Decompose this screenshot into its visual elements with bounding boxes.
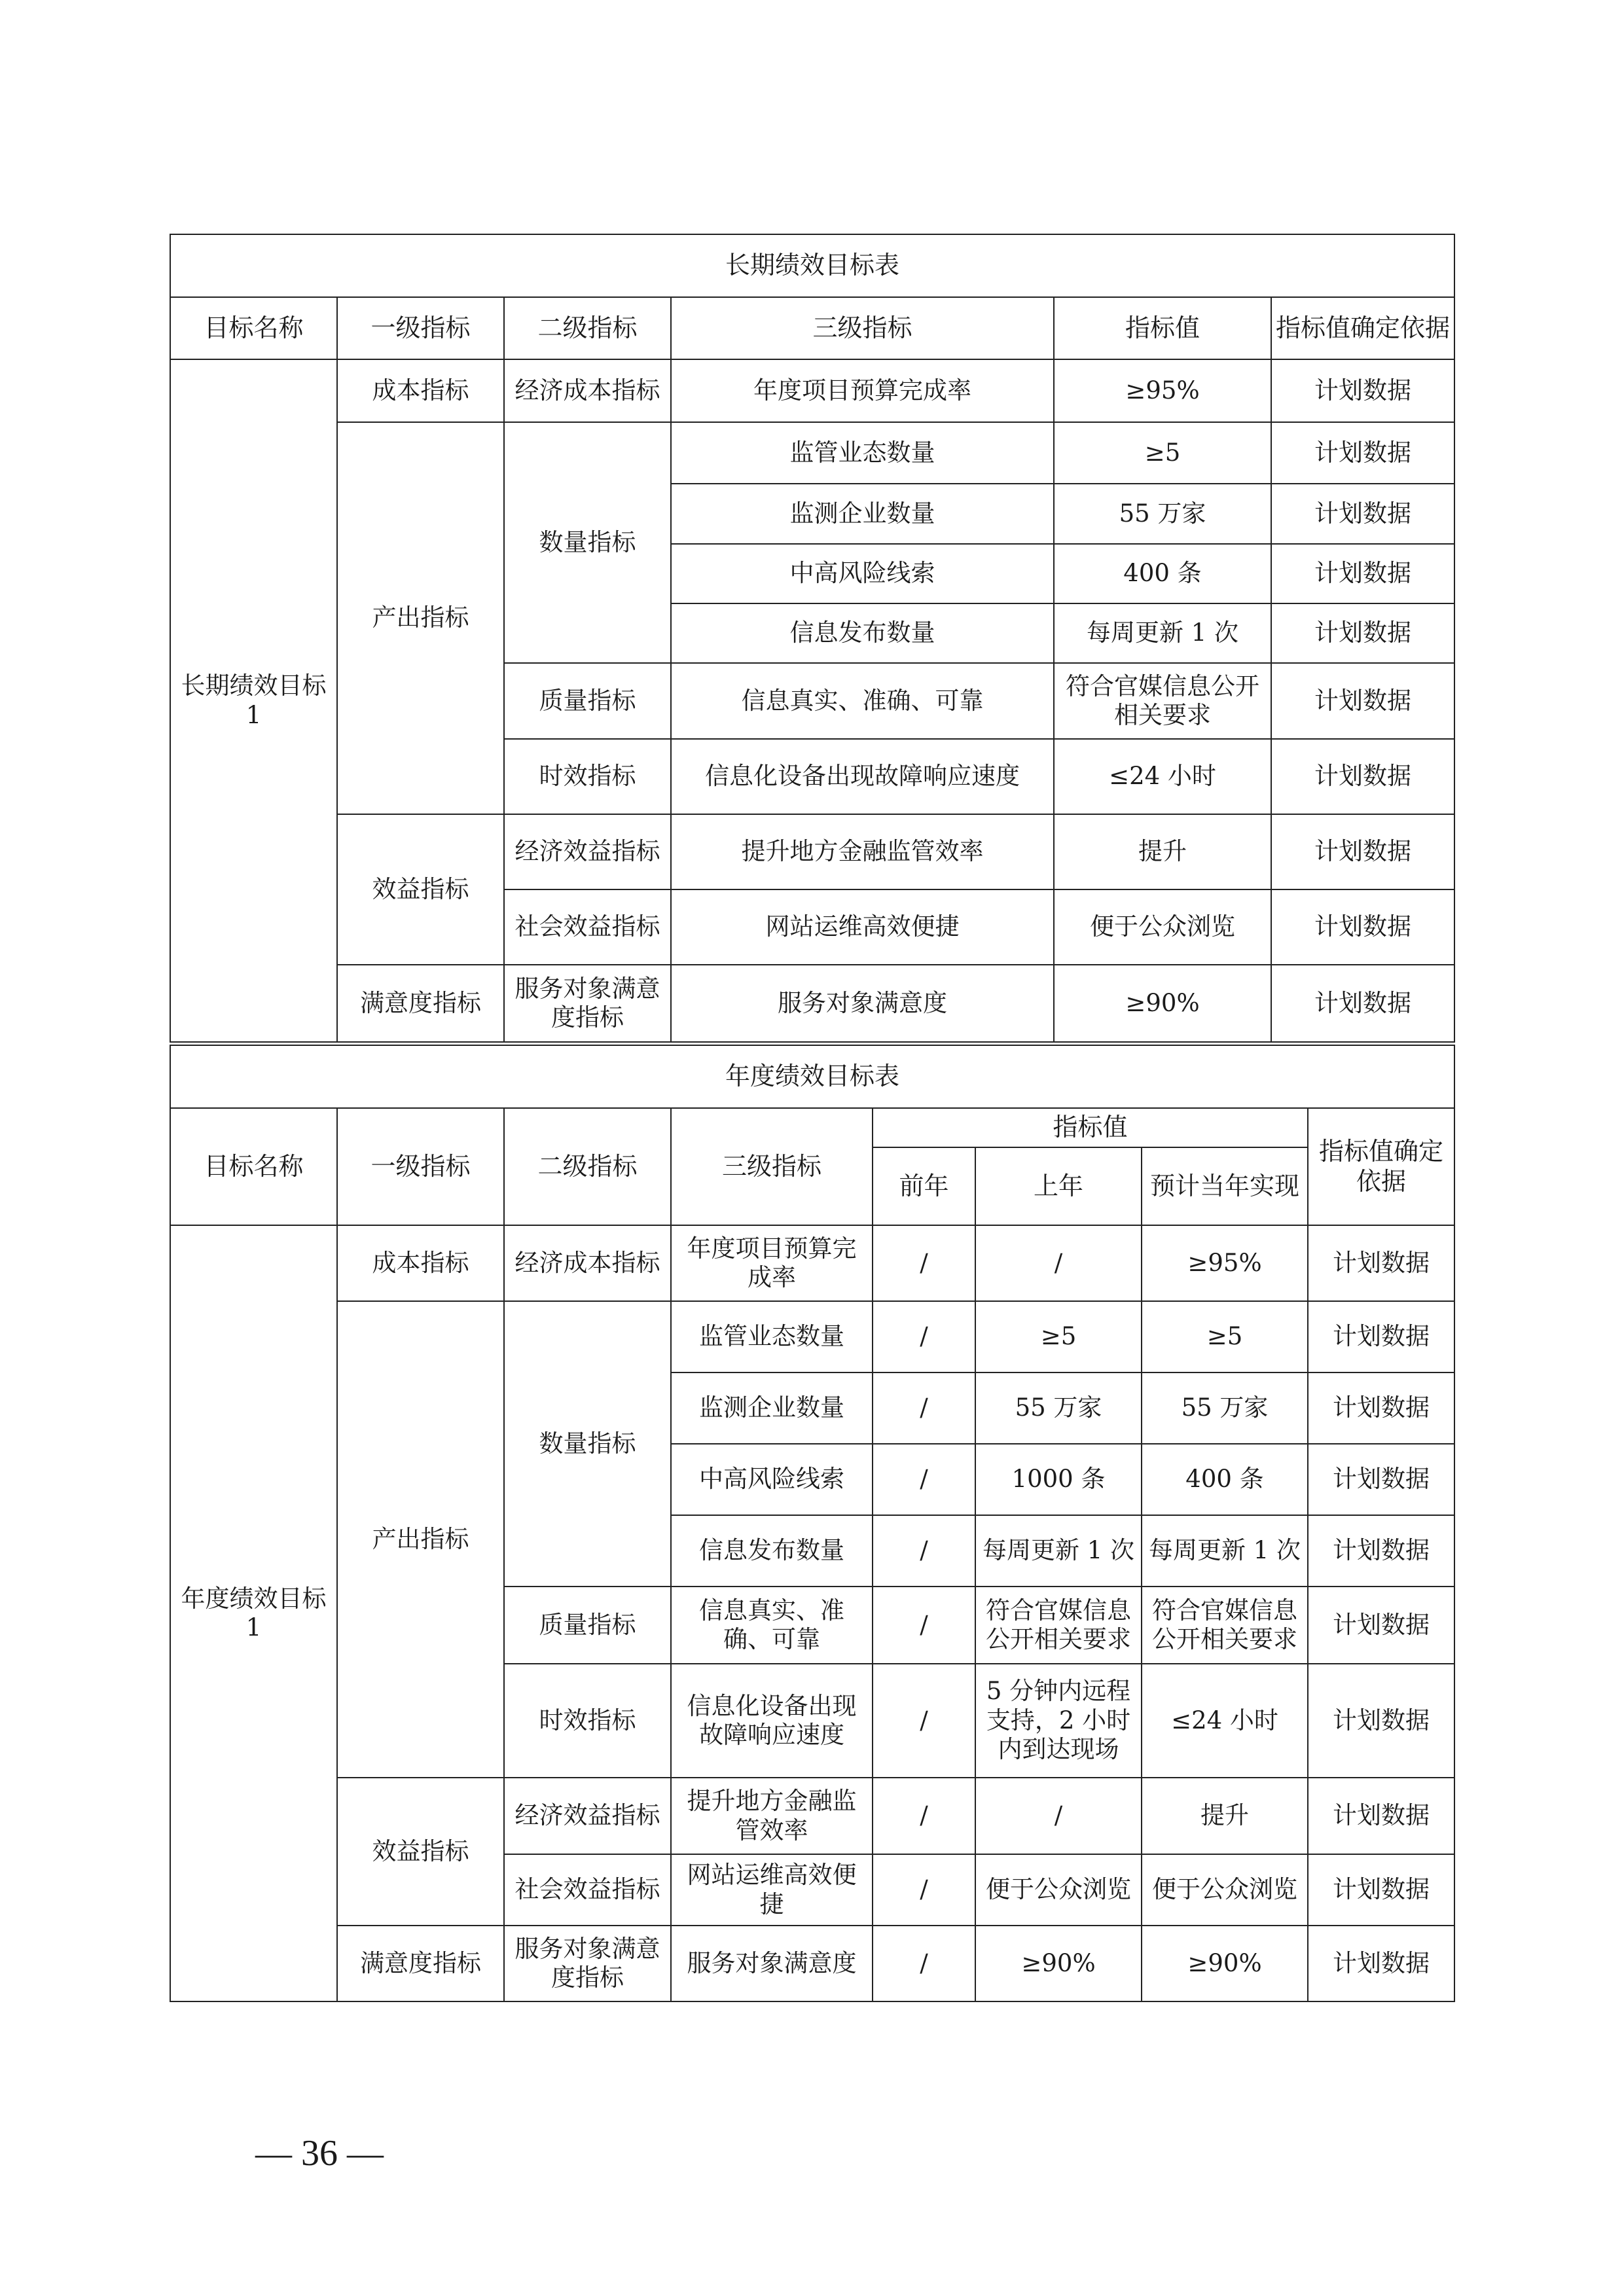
level1-cell: 成本指标 [337, 1225, 504, 1301]
basis-cell: 计划数据 [1271, 965, 1454, 1042]
prev2-cell: / [873, 1225, 975, 1301]
basis-cell: 计划数据 [1271, 739, 1454, 814]
basis-cell: 计划数据 [1308, 1515, 1454, 1587]
header-basis: 指标值确定依据 [1308, 1108, 1454, 1225]
expected-cell: 便于公众浏览 [1142, 1854, 1308, 1926]
value-cell: ≥90% [1054, 965, 1271, 1042]
header-level1: 一级指标 [337, 1108, 504, 1225]
level3-cell: 信息化设备出现故障响应速度 [671, 1664, 873, 1778]
prev2-cell: / [873, 1926, 975, 2001]
basis-cell: 计划数据 [1308, 1587, 1454, 1664]
prev1-cell: 每周更新 1 次 [975, 1515, 1142, 1587]
basis-cell: 计划数据 [1271, 889, 1454, 965]
level2-cell: 社会效益指标 [504, 889, 671, 965]
header-goal-name: 目标名称 [170, 1108, 337, 1225]
value-cell: 提升 [1054, 814, 1271, 889]
level2-cell: 服务对象满意度指标 [504, 1926, 671, 2001]
prev1-cell: 5 分钟内远程支持，2 小时内到达现场 [975, 1664, 1142, 1778]
header-basis: 指标值确定依据 [1271, 297, 1454, 359]
header-goal-name: 目标名称 [170, 297, 337, 359]
level3-cell: 监管业态数量 [671, 1301, 873, 1372]
expected-cell: 55 万家 [1142, 1372, 1308, 1444]
basis-cell: 计划数据 [1308, 1372, 1454, 1444]
level1-cell: 效益指标 [337, 814, 504, 965]
value-cell: 符合官媒信息公开相关要求 [1054, 663, 1271, 739]
header-prev-year-2: 前年 [873, 1147, 975, 1225]
basis-cell: 计划数据 [1271, 663, 1454, 739]
goal-name-cell: 长期绩效目标1 [170, 359, 337, 1042]
table-row [170, 422, 1454, 484]
level3-cell: 信息化设备出现故障响应速度 [671, 739, 1054, 814]
prev2-cell: / [873, 1664, 975, 1778]
basis-cell: 计划数据 [1308, 1854, 1454, 1926]
prev2-cell: / [873, 1444, 975, 1515]
level2-cell: 经济成本指标 [504, 359, 671, 422]
level3-cell: 提升地方金融监管效率 [671, 814, 1054, 889]
basis-cell: 计划数据 [1271, 603, 1454, 663]
prev1-cell: 1000 条 [975, 1444, 1142, 1515]
level3-cell: 提升地方金融监管效率 [671, 1778, 873, 1854]
prev1-cell: / [975, 1225, 1142, 1301]
level1-cell: 满意度指标 [337, 965, 504, 1042]
header-value: 指标值 [873, 1108, 1308, 1147]
prev2-cell: / [873, 1301, 975, 1372]
level1-cell: 满意度指标 [337, 1926, 504, 2001]
level3-cell: 信息真实、准确、可靠 [671, 1587, 873, 1664]
basis-cell: 计划数据 [1308, 1444, 1454, 1515]
basis-cell: 计划数据 [1308, 1301, 1454, 1372]
expected-cell: ≥5 [1142, 1301, 1308, 1372]
header-level2: 二级指标 [504, 297, 671, 359]
level3-cell: 服务对象满意度 [671, 1926, 873, 2001]
prev2-cell: / [873, 1515, 975, 1587]
header-level3: 三级指标 [671, 1108, 873, 1225]
level1-cell: 产出指标 [337, 422, 504, 814]
header-level3: 三级指标 [671, 297, 1054, 359]
level2-cell: 质量指标 [504, 663, 671, 739]
level2-cell: 质量指标 [504, 1587, 671, 1664]
basis-cell: 计划数据 [1271, 359, 1454, 422]
goal-name-cell: 年度绩效目标1 [170, 1225, 337, 2001]
long-term-table [170, 234, 1455, 1043]
level2-cell: 数量指标 [504, 422, 671, 663]
level3-cell: 监测企业数量 [671, 484, 1054, 544]
level2-cell: 经济效益指标 [504, 1778, 671, 1854]
table-row [170, 1778, 1454, 1854]
level2-cell: 经济效益指标 [504, 814, 671, 889]
value-cell: 400 条 [1054, 544, 1271, 603]
table-row [170, 965, 1454, 1042]
basis-cell: 计划数据 [1308, 1225, 1454, 1301]
value-cell: 每周更新 1 次 [1054, 603, 1271, 663]
value-cell: ≥5 [1054, 422, 1271, 484]
prev1-cell: 便于公众浏览 [975, 1854, 1142, 1926]
header-level2: 二级指标 [504, 1108, 671, 1225]
header-prev-year-1: 上年 [975, 1147, 1142, 1225]
prev2-cell: / [873, 1854, 975, 1926]
level3-cell: 信息真实、准确、可靠 [671, 663, 1054, 739]
level2-cell: 经济成本指标 [504, 1225, 671, 1301]
header-value: 指标值 [1054, 297, 1271, 359]
level1-cell: 成本指标 [337, 359, 504, 422]
level3-cell: 中高风险线索 [671, 1444, 873, 1515]
level2-cell: 服务对象满意度指标 [504, 965, 671, 1042]
table-row [170, 359, 1454, 422]
level2-cell: 时效指标 [504, 1664, 671, 1778]
level3-cell: 监测企业数量 [671, 1372, 873, 1444]
level3-cell: 网站运维高效便捷 [671, 1854, 873, 1926]
value-cell: 55 万家 [1054, 484, 1271, 544]
table-row [170, 1301, 1454, 1372]
expected-cell: ≥90% [1142, 1926, 1308, 2001]
annual-table [170, 1045, 1455, 2002]
level2-cell: 社会效益指标 [504, 1854, 671, 1926]
expected-cell: ≤24 小时 [1142, 1664, 1308, 1778]
level3-cell: 服务对象满意度 [671, 965, 1054, 1042]
value-cell: ≥95% [1054, 359, 1271, 422]
prev1-cell: 55 万家 [975, 1372, 1142, 1444]
annual-table-title: 年度绩效目标表 [170, 1045, 1454, 1108]
level3-cell: 年度项目预算完成率 [671, 359, 1054, 422]
prev2-cell: / [873, 1372, 975, 1444]
basis-cell: 计划数据 [1271, 422, 1454, 484]
level3-cell: 网站运维高效便捷 [671, 889, 1054, 965]
value-cell: 便于公众浏览 [1054, 889, 1271, 965]
expected-cell: ≥95% [1142, 1225, 1308, 1301]
level3-cell: 中高风险线索 [671, 544, 1054, 603]
level2-cell: 数量指标 [504, 1301, 671, 1587]
expected-cell: 提升 [1142, 1778, 1308, 1854]
table-row [170, 1926, 1454, 2001]
prev1-cell: ≥5 [975, 1301, 1142, 1372]
basis-cell: 计划数据 [1271, 814, 1454, 889]
prev1-cell: 符合官媒信息公开相关要求 [975, 1587, 1142, 1664]
expected-cell: 每周更新 1 次 [1142, 1515, 1308, 1587]
header-level1: 一级指标 [337, 297, 504, 359]
basis-cell: 计划数据 [1308, 1664, 1454, 1778]
page-number: — 36 — [255, 2133, 384, 2174]
basis-cell: 计划数据 [1308, 1926, 1454, 2001]
level3-cell: 年度项目预算完成率 [671, 1225, 873, 1301]
expected-cell: 符合官媒信息公开相关要求 [1142, 1587, 1308, 1664]
level3-cell: 监管业态数量 [671, 422, 1054, 484]
basis-cell: 计划数据 [1271, 544, 1454, 603]
prev2-cell: / [873, 1587, 975, 1664]
table-row [170, 814, 1454, 889]
level1-cell: 产出指标 [337, 1301, 504, 1778]
basis-cell: 计划数据 [1308, 1778, 1454, 1854]
basis-cell: 计划数据 [1271, 484, 1454, 544]
header-expected: 预计当年实现 [1142, 1147, 1308, 1225]
table-row [170, 1225, 1454, 1301]
prev1-cell: ≥90% [975, 1926, 1142, 2001]
level2-cell: 时效指标 [504, 739, 671, 814]
prev2-cell: / [873, 1778, 975, 1854]
long-term-table-title: 长期绩效目标表 [170, 234, 1454, 297]
expected-cell: 400 条 [1142, 1444, 1308, 1515]
level1-cell: 效益指标 [337, 1778, 504, 1926]
level3-cell: 信息发布数量 [671, 603, 1054, 663]
level3-cell: 信息发布数量 [671, 1515, 873, 1587]
value-cell: ≤24 小时 [1054, 739, 1271, 814]
prev1-cell: / [975, 1778, 1142, 1854]
